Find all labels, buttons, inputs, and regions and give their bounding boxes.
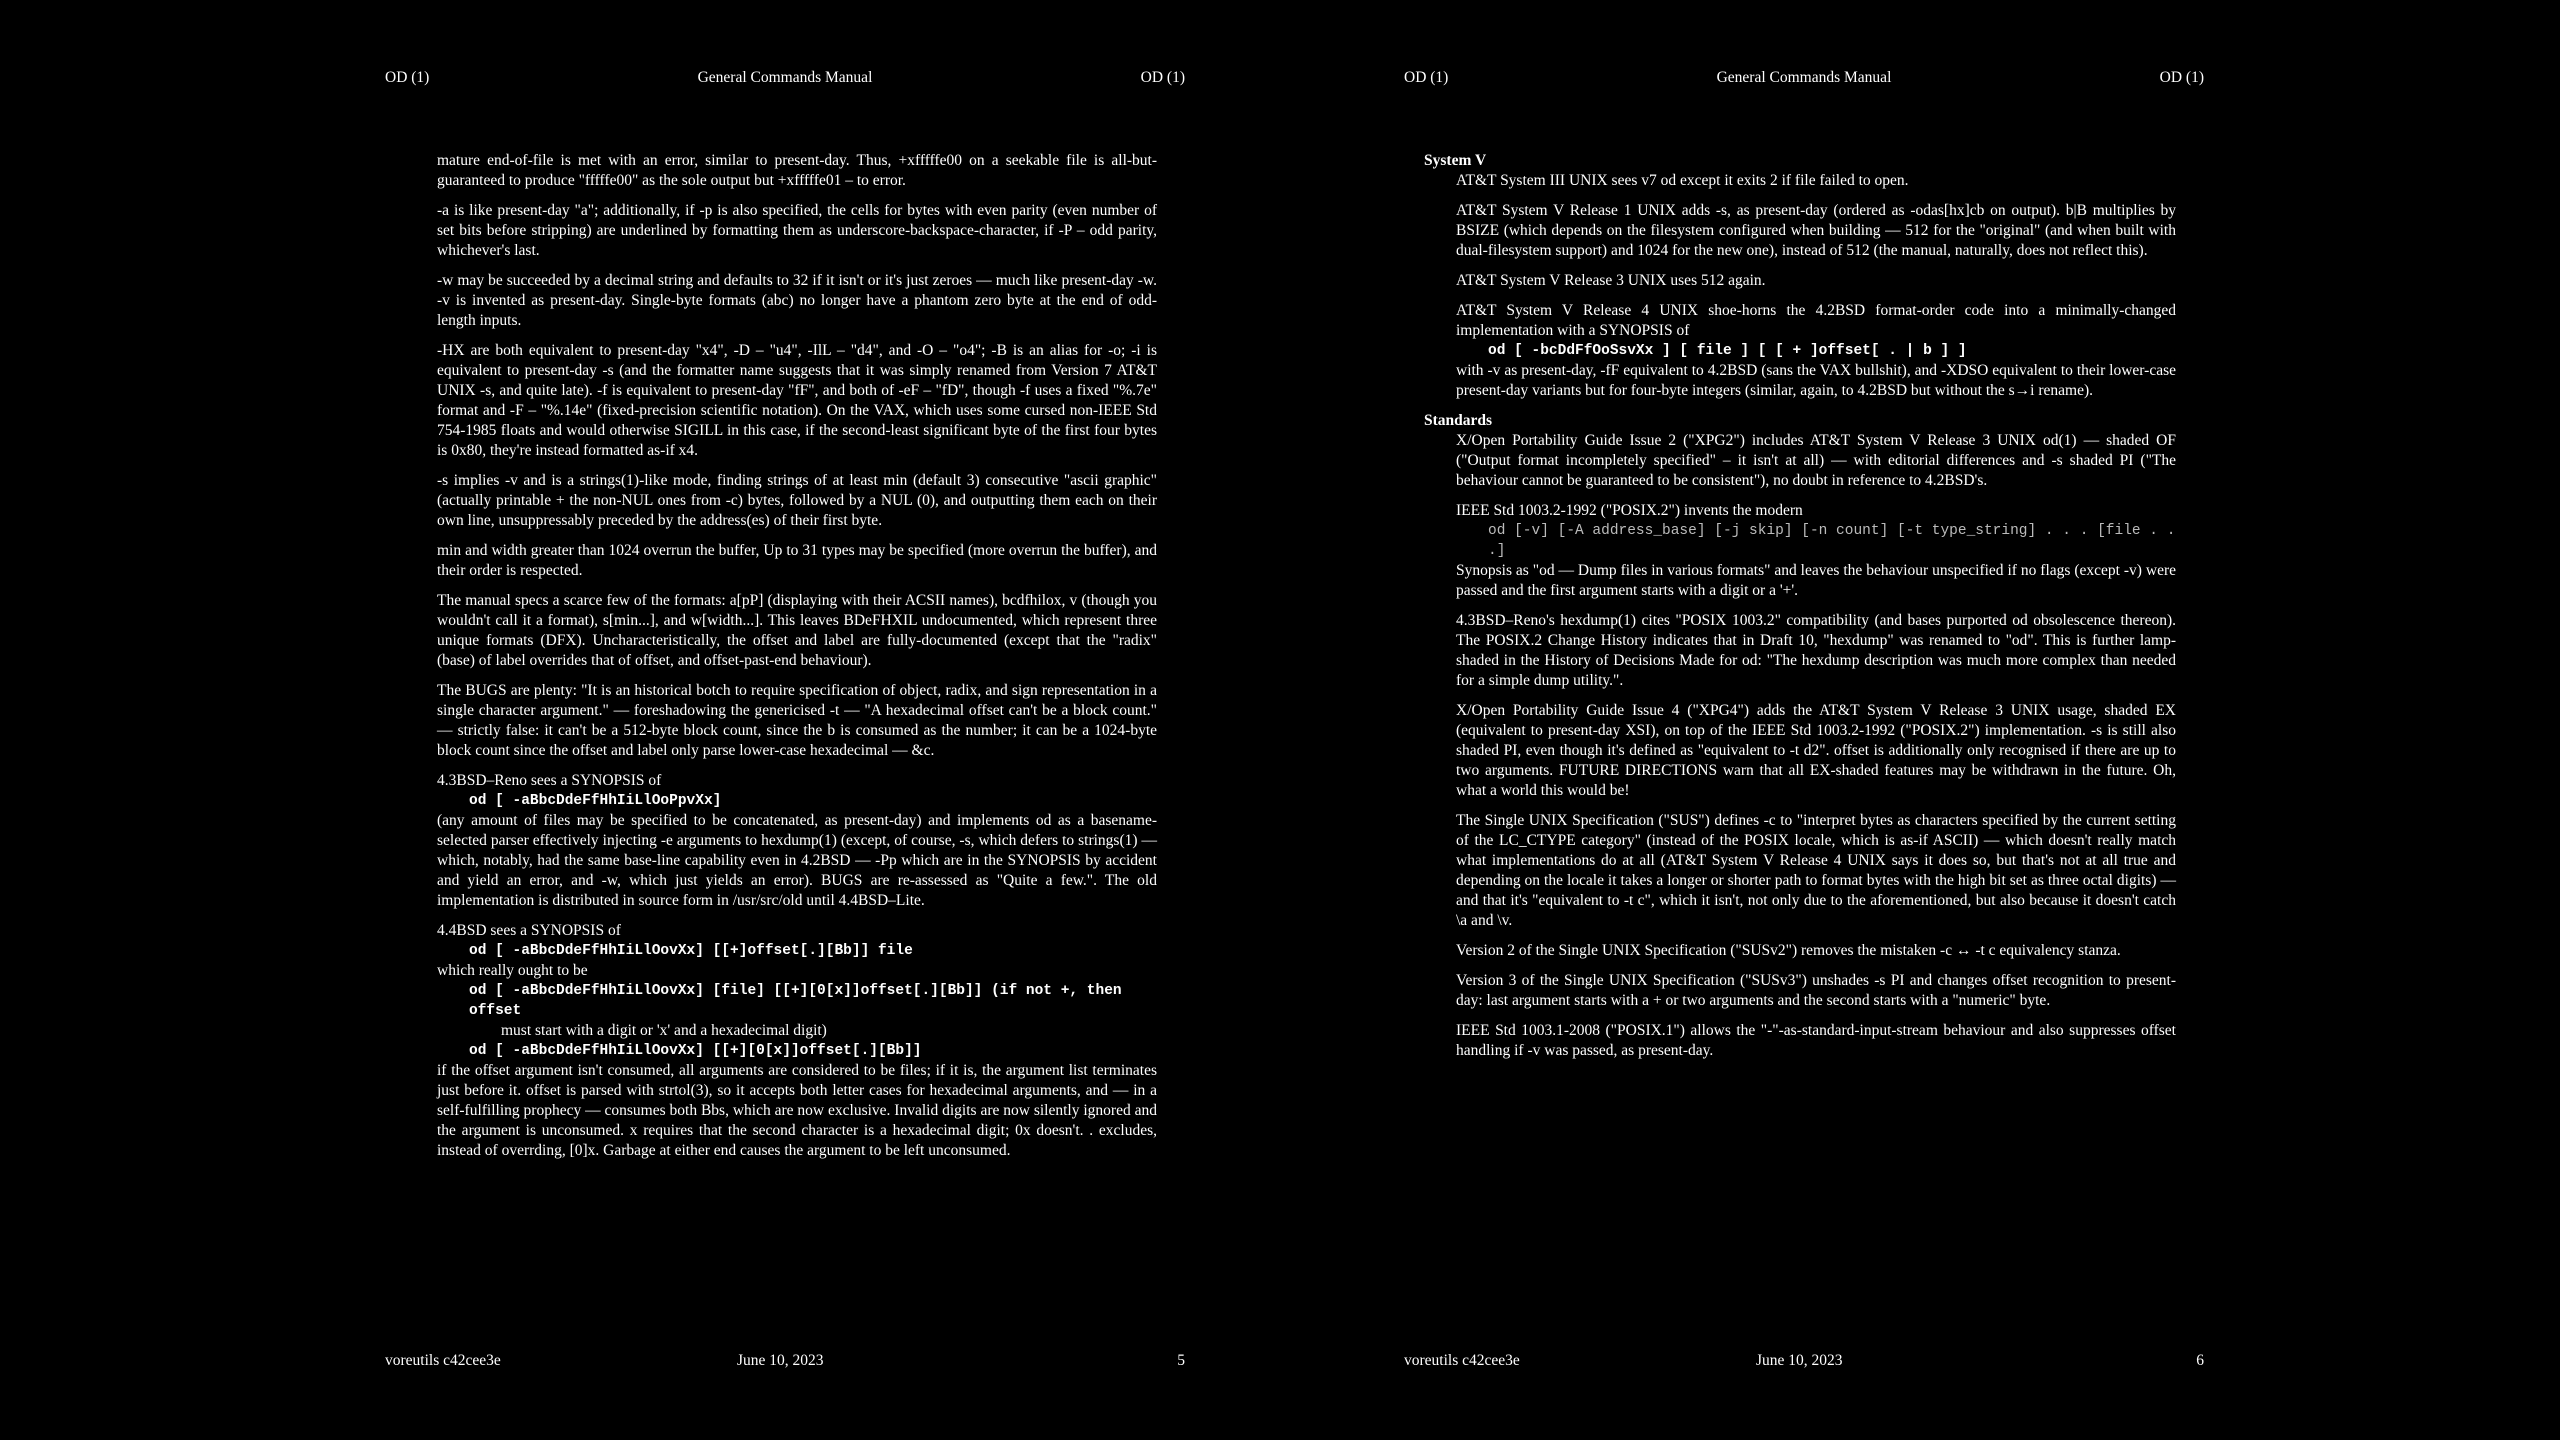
section-heading-standards: Standards	[1424, 412, 1493, 429]
paragraph: IEEE Std 1003.2-1992 ("POSIX.2") invents the modern	[1456, 502, 1803, 519]
footer-date: June 10, 2023	[1756, 1352, 1843, 1369]
footer-left: voreutils c42cee3e	[385, 1352, 501, 1369]
synopsis-line: od [ -aBbcDdeFfHhIiLlOovXx] [file] [[+][0[x]]offset[.][Bb]] (if not +, then offset	[469, 983, 1122, 1019]
manual-page-6	[1404, 0, 2204, 1440]
footer-date: June 10, 2023	[737, 1352, 824, 1369]
paragraph: 4.3BSD–Reno sees a SYNOPSIS of	[437, 772, 662, 789]
paragraph: which really ought to be	[437, 962, 588, 979]
page-header	[385, 68, 1185, 88]
paragraph: AT&T System V Release 4 UNIX shoe-horns the 4.2BSD format-order code into a minimally-changed implementation with a SYNOPSIS of	[1456, 302, 2176, 339]
paragraph: -a is like present-day "a"; additionally, if -p is also specified, the cells for bytes with even parity (even number of set bits before stripping) are underlined by formatting them as underscore-backspace-character, if -P – odd parity, whichever's last.	[437, 202, 1157, 259]
paragraph: (any amount of files may be specified to be concatenated, as present-day) and implements od as a basename-selected parser effectively injecting -e arguments to hexdump(1) (except, of course, -s, which defers to strings(1) — which, notably, had the same base-line capability even in 4.2BSD — -Pp which are in the SYNOPSIS by accident and yield an error, and -w, which just yields an error). BUGS are re-assessed as "Quite a few.". The old implementation is distributed in source form in /usr/src/old until 4.4BSD–Lite.	[437, 812, 1157, 909]
header-left: OD (1)	[385, 69, 430, 86]
synopsis-note: must start with a digit or 'x' and a hexadecimal digit)	[501, 1022, 827, 1039]
section-heading-system-v: System V	[1424, 152, 1487, 169]
paragraph: X/Open Portability Guide Issue 2 ("XPG2") includes AT&T System V Release 3 UNIX od(1) — shaded OF ("Output format incompletely specified" – it isn't at all) — with editorial differences and -s shaded PI ("The behaviour cannot be guaranteed to be consistent"), no doubt in reference to 4.2BSD's.	[1456, 432, 2176, 489]
paragraph: Synopsis as "od — Dump files in various formats" and leaves the behaviour unspecified if no flags (except -v) were passed and the first argument starts with a digit or a '+'.	[1456, 562, 2176, 599]
paragraph: IEEE Std 1003.1-2008 ("POSIX.1") allows the "-"-as-standard-input-stream behaviour and also suppresses offset handling if -v was passed, as present-day.	[1456, 1022, 2176, 1059]
reno-section	[437, 771, 1157, 911]
paragraph: -s implies -v and is a strings(1)-like mode, finding strings of at least min (default 3) consecutive "ascii graphic" (actually printable + the non-NUL ones from -c) bytes, followed by a NUL (0), and outputting them each on their own line, unsuppressably preceded by the address(es) of their first byte.	[437, 472, 1157, 529]
paragraph: The BUGS are plenty: "It is an historical botch to require specification of object, radix, and sign representation in a single character argument." — foreshadowing the genericised -t — "A hexadecimal offset can't be a block count." — strictly false: it can't be a 512-byte block count, since the b is consumed as the number; it can be a 1024-byte block count since the offset and label only parse lower-case hexadecimal — &c.	[437, 682, 1157, 759]
page-body	[1424, 151, 2176, 1071]
header-right: OD (1)	[2159, 69, 2204, 86]
manual-page-5	[385, 0, 1185, 1440]
synopsis-line: od [ -aBbcDdeFfHhIiLlOovXx] [[+][0[x]]offset[.][Bb]]	[469, 1043, 922, 1059]
header-center: General Commands Manual	[697, 69, 873, 86]
paragraph: mature end-of-file is met with an error, similar to present-day. Thus, +xfffffe00 on a seekable file is all-but-guaranteed to produce "fffffe00" as the sole output but +xfffffe01 – to error.	[437, 152, 1157, 189]
page-body	[437, 151, 1157, 1161]
paragraph: -w may be succeeded by a decimal string and defaults to 32 if it isn't or it's just zeroes — much like present-day -w. -v is invented as present-day. Single-byte formats (abc) no longer have a phantom zero byte at the end of odd-length inputs.	[437, 272, 1157, 329]
paragraph: AT&T System III UNIX sees v7 od except it exits 2 if file failed to open.	[1456, 172, 1909, 189]
paragraph: with -v as present-day, -fF equivalent to 4.2BSD (sans the VAX bullshit), and -XDSO equivalent to their lower-case present-day variants but for four-byte integers (similar, again, to 4.2BSD but without the s→i rename).	[1456, 362, 2176, 399]
paragraph: min and width greater than 1024 overrun the buffer, Up to 31 types may be specified (more overrun the buffer), and their order is respected.	[437, 542, 1157, 579]
standards-section	[1456, 431, 2176, 1061]
synopsis-line: od [ -aBbcDdeFfHhIiLlOoPpvXx]	[469, 793, 722, 809]
header-right: OD (1)	[1140, 69, 1185, 86]
page-number: 5	[1177, 1352, 1185, 1369]
system-v-section	[1456, 171, 2176, 401]
paragraph: if the offset argument isn't consumed, all arguments are considered to be files; if it is, the argument list terminates just before it. offset is parsed with strtol(3), so it accepts both letter cases for hexadecimal arguments, and — in a self-fulfilling prophecy — consumes both Bbs, which are now exclusive. Invalid digits are now silently ignored and the argument is unconsumed. x requires that the second character is a hexadecimal digit; 0x doesn't. . excludes, instead of overrding, [0]x. Garbage at either end causes the argument to be left unconsumed.	[437, 1062, 1157, 1159]
page-footer	[385, 1351, 1185, 1371]
synopsis-line: od [ -bcDdFfOoSsvXx ] [ file ] [ [ + ]offset[ . | b ] ]	[1488, 343, 1967, 359]
paragraph: 4.4BSD sees a SYNOPSIS of	[437, 922, 621, 939]
paragraph: The Single UNIX Specification ("SUS") defines -c to "interpret bytes as characters specified by the current setting of the LC_CTYPE category" (instead of the POSIX locale, which is as-if ASCII) — which doesn't really match what implementations do at all (AT&T System V Release 4 UNIX says it does so, but that's not at all true and depending on the locale it takes a longer or shorter path to format bytes with the high bit set as three octal digits) — and that it's "equivalent to -t c", which it isn't, not only due to the aforementioned, but also because it doesn't catch \a and \v.	[1456, 812, 2176, 929]
header-center: General Commands Manual	[1716, 69, 1892, 86]
page-header	[1404, 68, 2204, 88]
footer-left: voreutils c42cee3e	[1404, 1352, 1520, 1369]
paragraph: 4.3BSD–Reno's hexdump(1) cites "POSIX 1003.2" compatibility (and bases purported od obsolescence thereon). The POSIX.2 Change History indicates that in Draft 10, "hexdump" was renamed to "od". This is further lamp-shaded in the History of Decisions Made for od: "The hexdump description was much more complex than needed for a simple dump utility.".	[1456, 612, 2176, 689]
page-footer	[1404, 1351, 2204, 1371]
paragraph: -HX are both equivalent to present-day "x4", -D – "u4", -IlL – "d4", and -O – "o4"; -B is an alias for -o; -i is equivalent to present-day -s (and the formatter name suggests that it was simply renamed from Version 7 AT&T UNIX -s, and quite late). -f is equivalent to present-day "fF", and both of -eF – "fD", though -f uses a fixed "%.7e" format and -F – "%.14e" (fixed-precision scientific notation). On the VAX, which uses some cursed non-IEEE Std 754-1985 floats and would otherwise SIGILL in this case, if the second-least significant byte of the first four bytes is 0x80, they're instead formatted as-if x4.	[437, 342, 1157, 459]
paragraph: Version 2 of the Single UNIX Specification ("SUSv2") removes the mistaken -c ↔ -t c equivalency stanza.	[1456, 942, 2121, 959]
bsd44-section	[437, 921, 1157, 1161]
paragraph: X/Open Portability Guide Issue 4 ("XPG4") adds the AT&T System V Release 3 UNIX usage, shaded EX (equivalent to present-day XSI), on top of the IEEE Std 1003.2-1992 ("POSIX.2") implementation. -s is still also shaded PI, even though it's defined as "equivalent to -t d2". offset is additionally only recognised if there are up to two arguments. FUTURE DIRECTIONS warn that all EX-shaded features may be withdrawn in the future. Oh, what a world this would be!	[1456, 702, 2176, 799]
header-left: OD (1)	[1404, 69, 1449, 86]
synopsis-line: od [-v] [-A address_base] [-j skip] [-n count] [-t type_string] . . . [file . . .]	[1488, 523, 2176, 559]
paragraph: AT&T System V Release 3 UNIX uses 512 again.	[1456, 272, 1766, 289]
synopsis-line: od [ -aBbcDdeFfHhIiLlOovXx] [[+]offset[.][Bb]] file	[469, 943, 913, 959]
paragraph: Version 3 of the Single UNIX Specification ("SUSv3") unshades -s PI and changes offset recognition to present-day: last argument starts with a + or two arguments and the second starts with a "numeric" byte.	[1456, 972, 2176, 1009]
paragraph: The manual specs a scarce few of the formats: a[pP] (displaying with their ACSII names), bcdfhilox, v (though you wouldn't call it a format), s[min...], and w[width...]. This leaves BDeFHXIL undocumented, which represent three unique formats (DFX). Uncharacteristically, the offset and label are fully-documented (except that the "radix" (base) of label overrides that of offset, and offset-past-end behaviour).	[437, 592, 1157, 669]
page-number: 6	[2196, 1352, 2204, 1369]
paragraph: AT&T System V Release 1 UNIX adds -s, as present-day (ordered as -odas[hx]cb on output). b|B multiplies by BSIZE (which depends on the filesystem configured when building — 512 for the "original" (and when built with dual-filesystem support) and 1024 for the new one), instead of 512 (the manual, naturally, does not reflect this).	[1456, 202, 2176, 259]
